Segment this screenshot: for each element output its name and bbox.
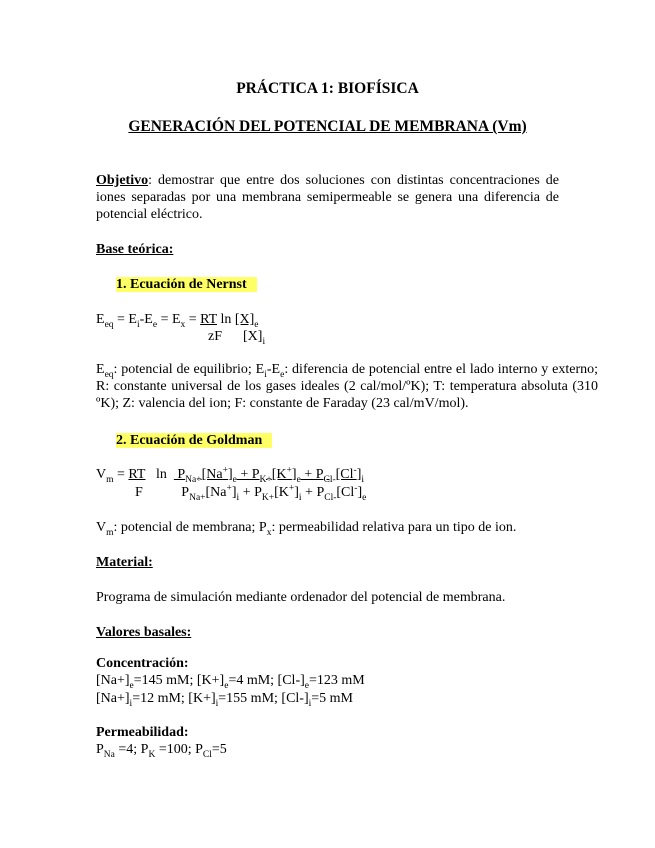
objective-text: : demostrar que entre dos soluciones con distintas concentraciones de iones separadas por una membrana semipermeable se genera una diferencia de potencial eléctrico. bbox=[96, 173, 559, 222]
goldman-heading bbox=[116, 432, 272, 449]
permeability-values: $P_{Na} =4$; $P_K =100$; $P_{Cl}=5$ bbox=[96, 742, 227, 760]
objective-label: Objetivo bbox=[96, 173, 149, 188]
page-title: PRÁCTICA 1: BIOFÍSICA bbox=[236, 80, 419, 97]
concentration-heading: Concentración: bbox=[96, 656, 189, 671]
baseline-values-heading: Valores basales: bbox=[96, 625, 192, 640]
nernst-equation: $E_{eq} = E_i-E_e = E_x$ = RT $\ln [X]_e$ bbox=[96, 312, 259, 330]
theory-heading: Base teórica: bbox=[96, 242, 174, 257]
nernst-equation-denominator: zF $[X]_i$ bbox=[208, 329, 266, 347]
concentration-internal: $[Na+]_i=12$ mM; $[K+]_i=155$ mM; $[Cl-]_i=5$ mM bbox=[96, 691, 353, 709]
material-heading: Material: bbox=[96, 555, 153, 570]
goldman-legend-part2: : permeabilidad relativa para un tipo de ion. bbox=[271, 520, 517, 535]
nernst-legend: $E_{eq}$: potencial de equilibrio; $E_i-E_e$: diferencia de potencial entre el lado interno y externo; R: constante universal de los gases ideales (2 cal/mol/ºK); T: temperatura absoluta (310 ºK); Z: valencia del ion; F: constante de Faraday (23 cal/mV/mol). bbox=[96, 362, 599, 411]
concentration-external: $[Na+]_e=145$ mM; $[K+]_e=4$ mM; $[Cl-]_e=123$ mM bbox=[96, 673, 365, 691]
goldman-heading-label: 2. Ecuación de Goldman bbox=[116, 433, 272, 448]
nernst-heading bbox=[116, 276, 257, 293]
nernst-heading-label: 1. Ecuación de Nernst bbox=[116, 277, 257, 292]
nernst-legend-part1: potencial de equilibrio; E bbox=[121, 362, 265, 377]
goldman-equation-numerator: $V_m$ = RT $\ln P_{Na+}[Na^+]_e + P_{K+}[K^+]_e + P_{Cl-}[Cl^-]_i$ bbox=[96, 465, 364, 485]
nernst-legend-part2: : diferencia de potencial entre el lado interno y externo; R: constante universal de los gases ideales (2 cal/mol/ºK); T: temperatura absoluta (310 ºK); Z: valencia del ion; F: constante de Faraday (23 cal/mV/mol). bbox=[96, 362, 599, 411]
page-subtitle: GENERACIÓN DEL POTENCIAL DE MEMBRANA (Vm) bbox=[128, 118, 527, 135]
goldman-legend-part1: : potencial de membrana; P bbox=[113, 520, 267, 535]
permeability-heading: Permeabilidad: bbox=[96, 725, 189, 740]
goldman-legend: $V_m$: potencial de membrana; $P_x$: permeabilidad relativa para un tipo de ion. bbox=[96, 520, 517, 538]
objective-paragraph bbox=[96, 172, 559, 223]
material-text: Programa de simulación mediante ordenador del potencial de membrana. bbox=[96, 590, 506, 605]
goldman-equation-denominator: F $P_{Na+}[Na^+]_i + P_{K+}[K^+]_i + P_{Cl-}[Cl^-]_e$ bbox=[135, 483, 367, 503]
